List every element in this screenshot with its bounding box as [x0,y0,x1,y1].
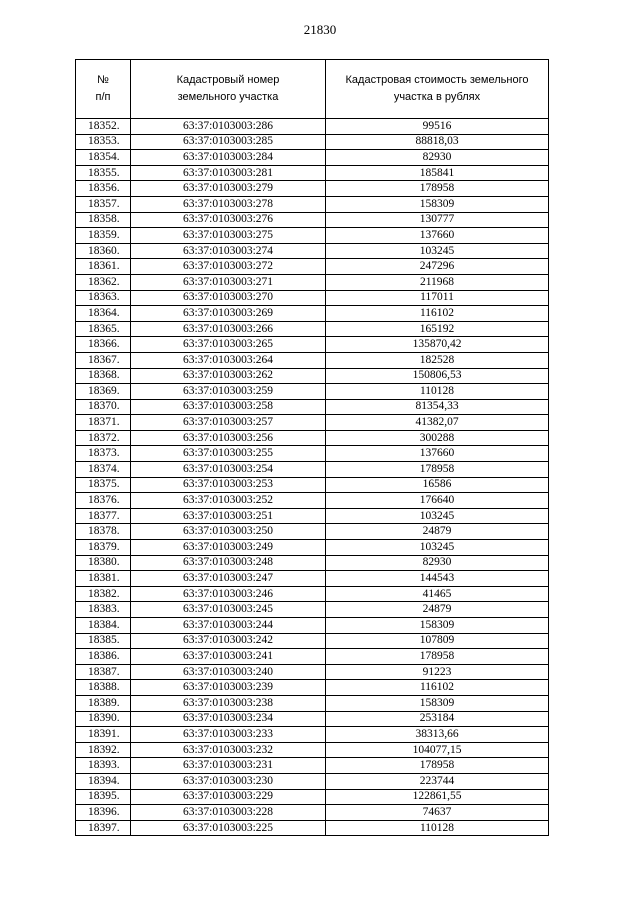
cadastral-number-cell: 63:37:0103003:255 [131,446,326,462]
cadastral-number-cell: 63:37:0103003:247 [131,571,326,587]
row-number-cell: 18354. [76,150,131,166]
row-number-cell: 18391. [76,727,131,743]
row-number-cell: 18393. [76,758,131,774]
table-row [76,134,549,150]
cadastral-value-cell: 104077,15 [326,742,549,758]
table-row [76,321,549,337]
cadastral-value-cell: 158309 [326,618,549,634]
row-number-cell: 18360. [76,243,131,259]
table-row [76,368,549,384]
row-number-cell: 18369. [76,384,131,400]
cadastral-number-cell: 63:37:0103003:270 [131,290,326,306]
row-number-cell: 18372. [76,430,131,446]
row-number-cell: 18362. [76,274,131,290]
cadastral-number-cell: 63:37:0103003:229 [131,789,326,805]
cadastral-number-cell: 63:37:0103003:286 [131,119,326,135]
table-row [76,773,549,789]
table-row [76,259,549,275]
cadastral-value-cell: 116102 [326,680,549,696]
cadastral-value-cell: 178958 [326,649,549,665]
cadastral-number-cell: 63:37:0103003:281 [131,165,326,181]
cadastral-number-cell: 63:37:0103003:256 [131,430,326,446]
table-row [76,274,549,290]
table-row [76,508,549,524]
header-cadastral-number [131,60,326,119]
table-row [76,758,549,774]
table-row [76,228,549,244]
row-number-cell: 18397. [76,820,131,836]
cadastral-value-cell: 223744 [326,773,549,789]
cadastral-number-cell: 63:37:0103003:285 [131,134,326,150]
cadastral-value-cell: 103245 [326,243,549,259]
row-number-cell: 18380. [76,555,131,571]
row-number-cell: 18386. [76,649,131,665]
cadastral-value-cell: 185841 [326,165,549,181]
table-row [76,290,549,306]
cadastral-value-cell: 158309 [326,196,549,212]
table-row [76,789,549,805]
cadastral-number-cell: 63:37:0103003:228 [131,805,326,821]
cadastral-value-cell: 82930 [326,150,549,166]
table-row [76,477,549,493]
cadastral-number-cell: 63:37:0103003:284 [131,150,326,166]
table-header-row [76,60,549,119]
cadastral-value-cell: 165192 [326,321,549,337]
table-row [76,150,549,166]
table-row [76,540,549,556]
cadastral-value-cell: 135870,42 [326,337,549,353]
table-row [76,462,549,478]
table-row [76,649,549,665]
row-number-cell: 18366. [76,337,131,353]
table-row [76,571,549,587]
cadastral-number-cell: 63:37:0103003:262 [131,368,326,384]
cadastral-number-cell: 63:37:0103003:246 [131,586,326,602]
cadastral-value-cell: 116102 [326,306,549,322]
header-cadastral-value-label: Кадастровая стоимость земельного участка в рублях [345,74,529,103]
cadastral-value-cell: 253184 [326,711,549,727]
cadastral-number-cell: 63:37:0103003:275 [131,228,326,244]
cadastral-value-cell: 41465 [326,586,549,602]
table-row [76,352,549,368]
table-row [76,306,549,322]
table-row [76,711,549,727]
cadastral-number-cell: 63:37:0103003:242 [131,633,326,649]
cadastral-number-cell: 63:37:0103003:239 [131,680,326,696]
row-number-cell: 18359. [76,228,131,244]
cadastral-number-cell: 63:37:0103003:251 [131,508,326,524]
cadastral-value-cell: 103245 [326,508,549,524]
row-number-cell: 18357. [76,196,131,212]
cadastral-number-cell: 63:37:0103003:278 [131,196,326,212]
cadastral-value-cell: 38313,66 [326,727,549,743]
cadastral-number-cell: 63:37:0103003:279 [131,181,326,197]
cadastral-number-cell: 63:37:0103003:252 [131,493,326,509]
cadastral-number-cell: 63:37:0103003:244 [131,618,326,634]
cadastral-number-cell: 63:37:0103003:225 [131,820,326,836]
cadastral-value-cell: 300288 [326,430,549,446]
cadastral-number-cell: 63:37:0103003:257 [131,415,326,431]
row-number-cell: 18355. [76,165,131,181]
cadastral-number-cell: 63:37:0103003:259 [131,384,326,400]
cadastral-value-cell: 117011 [326,290,549,306]
cadastral-number-cell: 63:37:0103003:264 [131,352,326,368]
cadastral-value-cell: 122861,55 [326,789,549,805]
row-number-cell: 18374. [76,462,131,478]
header-row-number-label: № п/п [95,74,111,103]
cadastral-value-cell: 137660 [326,228,549,244]
cadastral-value-cell: 178958 [326,181,549,197]
table-row [76,196,549,212]
cadastral-value-cell: 24879 [326,524,549,540]
cadastral-value-cell: 178958 [326,758,549,774]
row-number-cell: 18367. [76,352,131,368]
row-number-cell: 18396. [76,805,131,821]
table-row [76,524,549,540]
cadastral-value-cell: 107809 [326,633,549,649]
table-row [76,618,549,634]
header-cadastral-number-label: Кадастровый номер земельного участка [176,74,280,103]
cadastral-number-cell: 63:37:0103003:276 [131,212,326,228]
table-row [76,680,549,696]
cadastral-value-cell: 144543 [326,571,549,587]
table-row [76,337,549,353]
cadastral-value-cell: 88818,03 [326,134,549,150]
cadastral-value-cell: 41382,07 [326,415,549,431]
cadastral-number-cell: 63:37:0103003:241 [131,649,326,665]
cadastral-value-cell: 24879 [326,602,549,618]
cadastral-number-cell: 63:37:0103003:234 [131,711,326,727]
row-number-cell: 18389. [76,695,131,711]
header-row-number [76,60,131,119]
row-number-cell: 18365. [76,321,131,337]
page-number: 21830 [303,22,337,37]
row-number-cell: 18390. [76,711,131,727]
row-number-cell: 18381. [76,571,131,587]
row-number-cell: 18368. [76,368,131,384]
row-number-cell: 18392. [76,742,131,758]
row-number-cell: 18377. [76,508,131,524]
row-number-cell: 18384. [76,618,131,634]
cadastral-number-cell: 63:37:0103003:258 [131,399,326,415]
cadastral-value-cell: 247296 [326,259,549,275]
table-row [76,384,549,400]
cadastral-number-cell: 63:37:0103003:245 [131,602,326,618]
row-number-cell: 18394. [76,773,131,789]
cadastral-value-cell: 182528 [326,352,549,368]
cadastral-number-cell: 63:37:0103003:253 [131,477,326,493]
cadastral-value-cell: 82930 [326,555,549,571]
row-number-cell: 18376. [76,493,131,509]
table-row [76,181,549,197]
header-cadastral-value [326,60,549,119]
row-number-cell: 18370. [76,399,131,415]
cadastral-value-cell: 74637 [326,805,549,821]
row-number-cell: 18387. [76,664,131,680]
table-row [76,165,549,181]
row-number-cell: 18375. [76,477,131,493]
row-number-cell: 18364. [76,306,131,322]
row-number-cell: 18352. [76,119,131,135]
row-number-cell: 18358. [76,212,131,228]
table-row [76,602,549,618]
cadastral-number-cell: 63:37:0103003:249 [131,540,326,556]
cadastral-number-cell: 63:37:0103003:250 [131,524,326,540]
cadastral-number-cell: 63:37:0103003:230 [131,773,326,789]
table-row [76,742,549,758]
table-row [76,586,549,602]
cadastral-value-cell: 81354,33 [326,399,549,415]
cadastral-number-cell: 63:37:0103003:248 [131,555,326,571]
table-row [76,430,549,446]
table-row [76,415,549,431]
cadastral-value-cell: 103245 [326,540,549,556]
cadastral-value-cell: 16586 [326,477,549,493]
cadastral-value-cell: 130777 [326,212,549,228]
cadastral-number-cell: 63:37:0103003:231 [131,758,326,774]
table-body [76,119,549,836]
row-number-cell: 18373. [76,446,131,462]
row-number-cell: 18382. [76,586,131,602]
cadastral-number-cell: 63:37:0103003:269 [131,306,326,322]
table-row [76,446,549,462]
cadastral-value-cell: 91223 [326,664,549,680]
cadastral-value-cell: 178958 [326,462,549,478]
row-number-cell: 18353. [76,134,131,150]
row-number-cell: 18363. [76,290,131,306]
row-number-cell: 18361. [76,259,131,275]
cadastral-number-cell: 63:37:0103003:233 [131,727,326,743]
row-number-cell: 18378. [76,524,131,540]
table-row [76,399,549,415]
row-number-cell: 18379. [76,540,131,556]
cadastral-value-cell: 110128 [326,384,549,400]
table-row [76,212,549,228]
table-row [76,695,549,711]
cadastral-value-cell: 99516 [326,119,549,135]
row-number-cell: 18371. [76,415,131,431]
cadastral-value-cell: 158309 [326,695,549,711]
cadastral-value-cell: 150806,53 [326,368,549,384]
cadastral-value-cell: 176640 [326,493,549,509]
cadastral-number-cell: 63:37:0103003:272 [131,259,326,275]
cadastral-number-cell: 63:37:0103003:254 [131,462,326,478]
row-number-cell: 18395. [76,789,131,805]
cadastral-value-table [75,59,549,836]
table-row [76,664,549,680]
table-row [76,555,549,571]
table-row [76,119,549,135]
cadastral-number-cell: 63:37:0103003:266 [131,321,326,337]
cadastral-number-cell: 63:37:0103003:271 [131,274,326,290]
table-row [76,805,549,821]
row-number-cell: 18383. [76,602,131,618]
table-row [76,633,549,649]
row-number-cell: 18356. [76,181,131,197]
table-row [76,243,549,259]
cadastral-number-cell: 63:37:0103003:240 [131,664,326,680]
table-row [76,493,549,509]
table-row [76,820,549,836]
cadastral-value-cell: 110128 [326,820,549,836]
cadastral-number-cell: 63:37:0103003:232 [131,742,326,758]
row-number-cell: 18385. [76,633,131,649]
cadastral-number-cell: 63:37:0103003:265 [131,337,326,353]
cadastral-value-cell: 137660 [326,446,549,462]
cadastral-value-cell: 211968 [326,274,549,290]
cadastral-number-cell: 63:37:0103003:274 [131,243,326,259]
cadastral-number-cell: 63:37:0103003:238 [131,695,326,711]
row-number-cell: 18388. [76,680,131,696]
table-row [76,727,549,743]
